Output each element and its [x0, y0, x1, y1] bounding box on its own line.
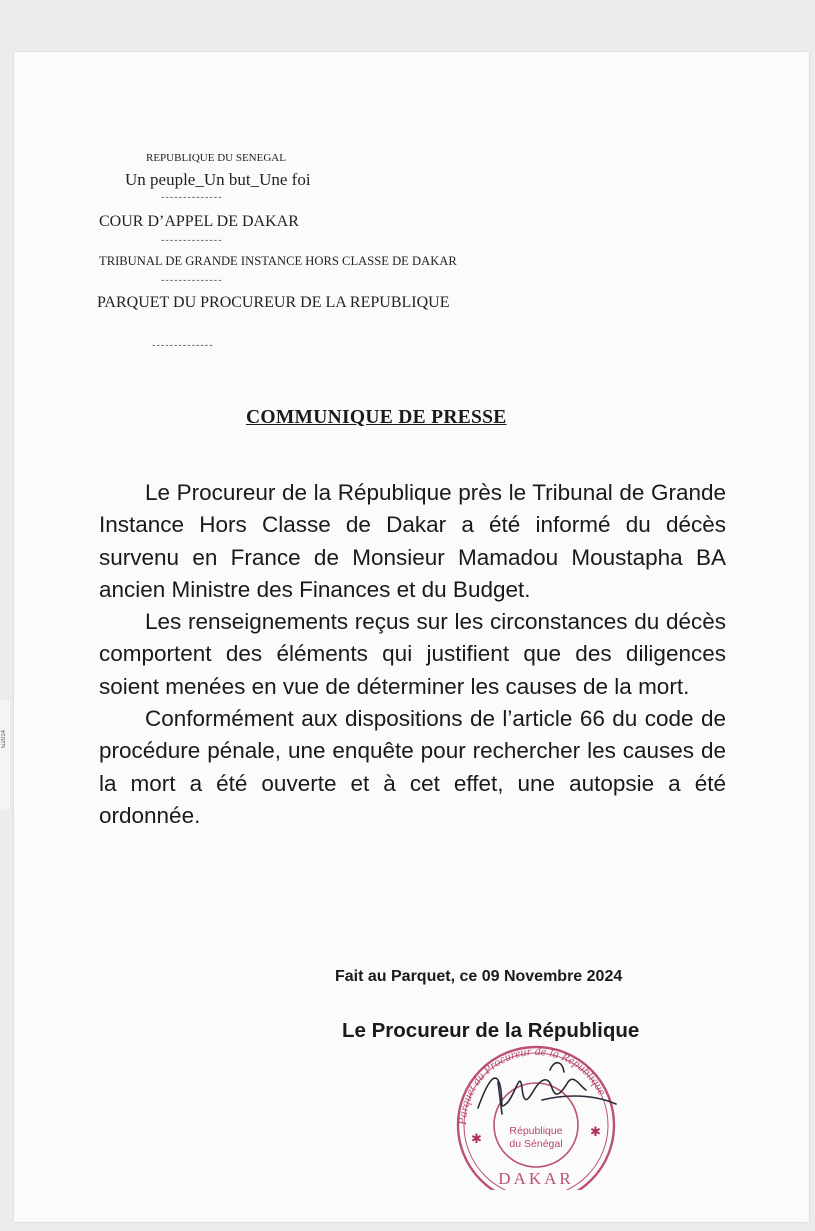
national-motto: Un peuple_Un but_Une foi — [125, 170, 311, 189]
stamp-star-right-icon: ✱ — [590, 1124, 601, 1139]
official-stamp — [438, 1030, 628, 1190]
place-date: Fait au Parquet, ce 09 Novembre 2024 — [335, 968, 623, 985]
signatory-title: Le Procureur de la République — [342, 1019, 640, 1042]
separator-4: -------------- — [151, 341, 213, 351]
parquet-name: PARQUET DU PROCUREUR DE LA REPUBLIQUE — [97, 294, 450, 311]
paragraph-2: Les renseignements reçus sur les circonstances du décès comportent des éléments qui justifient que des diligences soient menées en vue de déterminer les causes de la mort. — [99, 609, 726, 699]
separator-3: -------------- — [160, 276, 222, 286]
stamp-star-left-icon: ✱ — [471, 1131, 482, 1146]
separator-1: -------------- — [160, 193, 222, 203]
paragraph-3: Conformément aux dispositions de l’article 66 du code de procédure pénale, une enquête pour rechercher les causes de la mort a été ouverte et à cet effet, une autopsie a été ordonnée. — [99, 706, 726, 828]
communique-body — [99, 477, 726, 832]
tribunal-name: TRIBUNAL DE GRANDE INSTANCE HORS CLASSE DE DAKAR — [99, 254, 457, 268]
court-name: COUR D’APPEL DE DAKAR — [99, 213, 299, 230]
left-page-edge: \u2014 — [0, 700, 10, 810]
country-name: REPUBLIQUE DU SENEGAL — [146, 152, 286, 164]
paragraph-1: Le Procureur de la République près le Tribunal de Grande Instance Hors Classe de Dakar a été informé du décès survenu en France de Monsieur Mamadou Moustapha BA ancien Ministre des Finances et du Budget. — [99, 480, 726, 602]
stamp-outer-text-path: Parquet du Procureur de la République — [454, 1043, 610, 1126]
stamp-bottom-text: DAKAR — [498, 1169, 574, 1188]
stamp-outer-text — [455, 1044, 610, 1126]
separator-2: -------------- — [160, 236, 222, 246]
stamp-inner-line-1: République — [509, 1125, 563, 1137]
document-title: COMMUNIQUE DE PRESSE — [246, 407, 507, 428]
stamp-inner-line-2: du Sénégal — [509, 1138, 563, 1150]
